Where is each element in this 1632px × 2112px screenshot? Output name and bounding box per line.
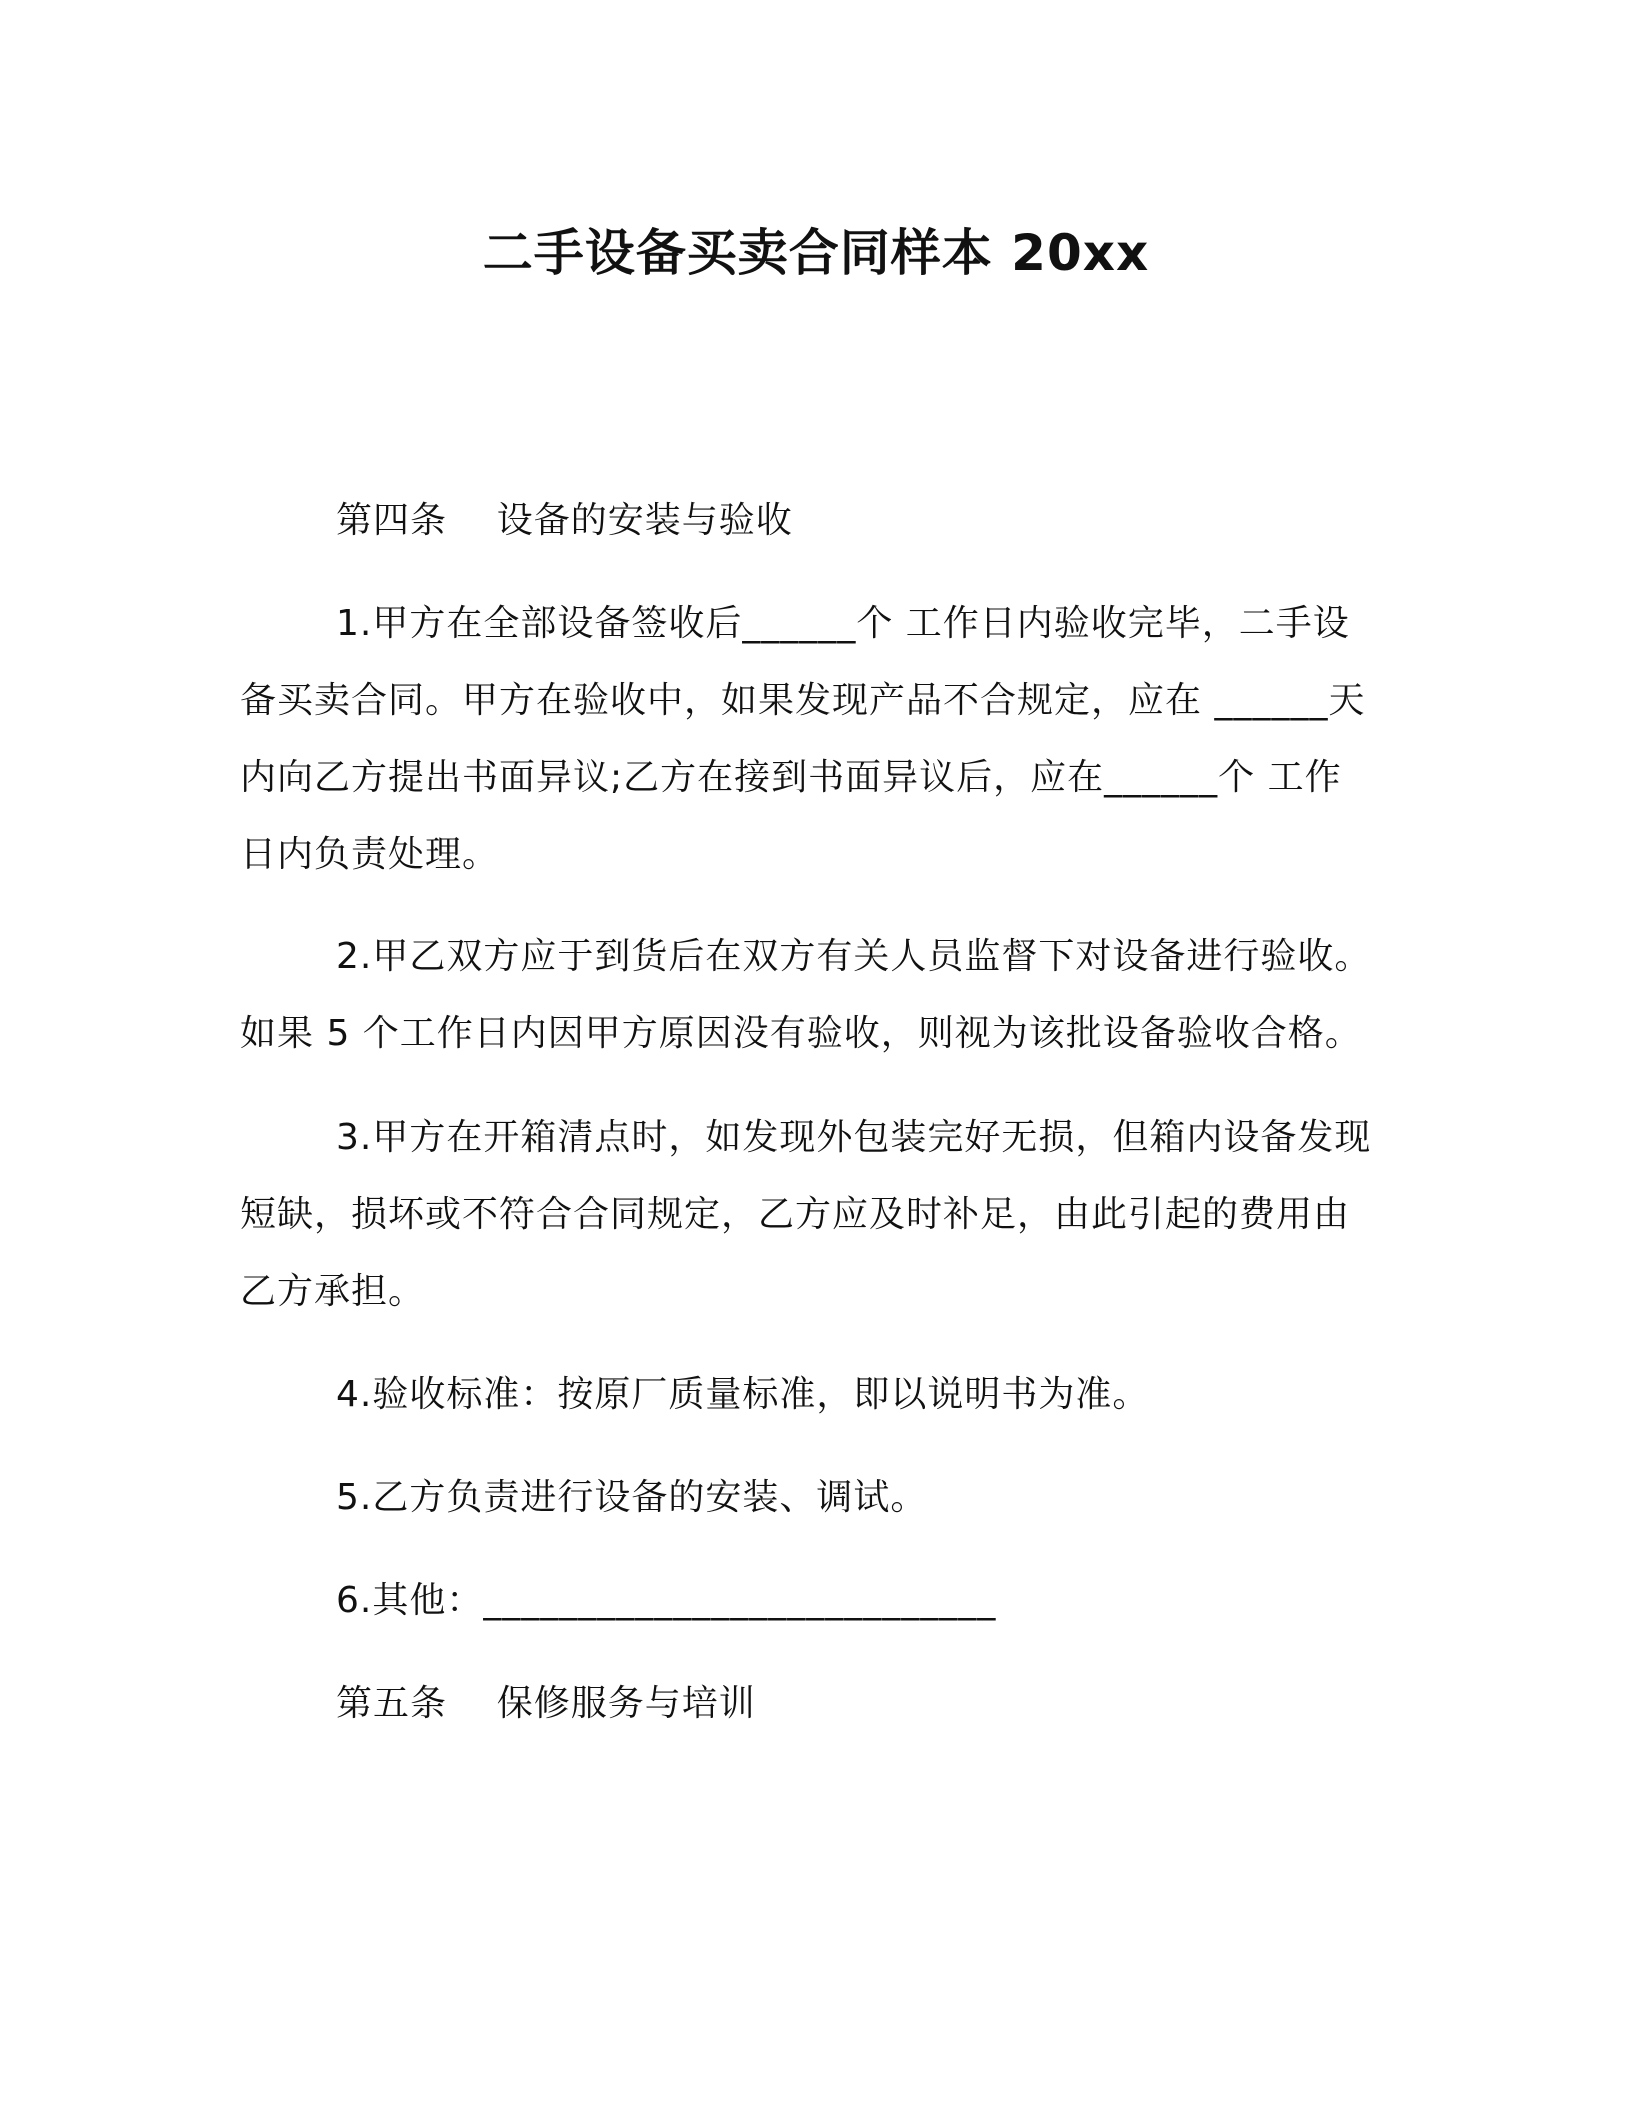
article-5-heading: 第五条 保修服务与培训 xyxy=(336,1683,756,1724)
article-4-item-1 xyxy=(240,585,1380,893)
item-3-line-3: 乙方承担。 xyxy=(240,1271,426,1312)
item-2-line-1: 2.甲乙双方应于到货后在双方有关人员监督下对设备进行验收。 xyxy=(336,936,1372,977)
item-3-line-2: 短缺，损坏或不符合合同规定，乙方应及时补足，由此引起的费用由 xyxy=(240,1194,1351,1235)
item-4-line-1: 4.验收标准：按原厂质量标准，即以说明书为准。 xyxy=(336,1374,1150,1415)
document-title: 二手设备买卖合同样本 20xx xyxy=(482,224,1150,282)
article-4-item-2 xyxy=(240,918,1380,1072)
article-4-item-6 xyxy=(240,1562,1380,1639)
item-2-line-2: 如果 5 个工作日内因甲方原因没有验收，则视为该批设备验收合格。 xyxy=(240,1013,1362,1054)
item-1-line-4: 日内负责处理。 xyxy=(240,834,500,875)
article-4-heading: 第四条 设备的安装与验收 xyxy=(336,500,793,541)
item-1-line-2: 备买卖合同。甲方在验收中，如果发现产品不合规定，应在 ______天 xyxy=(240,680,1366,721)
item-3-line-1: 3.甲方在开箱清点时，如发现外包装完好无损，但箱内设备发现 xyxy=(336,1117,1372,1158)
item-1-line-1: 1.甲方在全部设备签收后______个 工作日内验收完毕，二手设 xyxy=(336,603,1350,644)
article-4-item-4 xyxy=(240,1356,1380,1433)
article-4-item-3 xyxy=(240,1099,1380,1330)
article-4-item-5 xyxy=(240,1459,1380,1536)
item-6-line-1: 6.其他：___________________________ xyxy=(336,1580,997,1621)
item-1-line-3: 内向乙方提出书面异议;乙方在接到书面异议后，应在______个 工作 xyxy=(240,757,1342,798)
item-5-line-1: 5.乙方负责进行设备的安装、调试。 xyxy=(336,1477,928,1518)
